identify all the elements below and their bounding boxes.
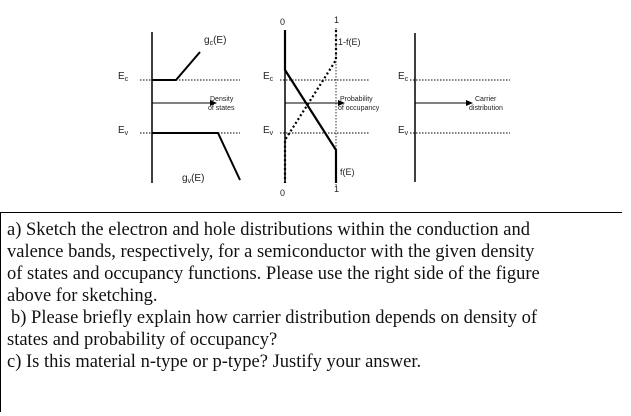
bottom-one-label: 1 [334, 184, 340, 194]
one-minus-f-curve [285, 30, 336, 183]
panel3-ec-label: $E_c$ [398, 71, 409, 83]
fermi-function-curve [285, 30, 336, 183]
density-of-states-panel [118, 32, 240, 185]
dos-arrow-label-1: Density [210, 96, 234, 103]
question-a-line-2: valence bands, respectively, for a semiconductor with the given density [7, 242, 535, 262]
top-one-label: 1 [334, 15, 340, 25]
band-diagram-figure [0, 0, 631, 205]
question-a-line-3: of states and occupancy functions. Please use the right side of the figure [7, 264, 540, 284]
occupancy-arrow-label-2: of occupancy [338, 105, 380, 112]
top-zero-label: 0 [280, 17, 286, 27]
conduction-dos-curve [152, 52, 200, 80]
occupancy-arrow-label-1: Probability [340, 96, 373, 103]
carrier-distribution-panel [398, 33, 510, 182]
panel2-ev-label: $E_v$ [263, 125, 274, 137]
question-text-box [0, 212, 622, 412]
gv-label: $g_v(E)$ [182, 173, 205, 185]
panel1-ev-label: $E_v$ [118, 125, 129, 137]
bottom-zero-label: 0 [280, 188, 286, 198]
question-a-line-1: a) Sketch the electron and hole distributions within the conduction and [7, 220, 531, 240]
occupancy-panel [263, 15, 380, 198]
gc-label: $g_c(E)$ [204, 35, 227, 47]
f-label: f(E) [340, 167, 355, 177]
question-b-line-2: states and probability of occupancy? [7, 330, 278, 350]
question-c-line-1: c) Is this material n-type or p-type? Justify your answer. [7, 352, 422, 372]
one-minus-f-label: 1-f(E) [338, 37, 361, 47]
question-b-line-1: b) Please briefly explain how carrier distribution depends on density of [11, 308, 538, 328]
panel2-ec-label: $E_c$ [263, 71, 274, 83]
dos-arrow-label-2: of states [208, 105, 235, 112]
carrier-arrow-label-2: distribution [469, 105, 503, 112]
panel3-ev-label: $E_v$ [398, 125, 409, 137]
carrier-arrow-label-1: Carrier [475, 96, 497, 103]
panel1-ec-label: $E_c$ [118, 71, 129, 83]
question-a-line-4: above for sketching. [7, 286, 158, 306]
